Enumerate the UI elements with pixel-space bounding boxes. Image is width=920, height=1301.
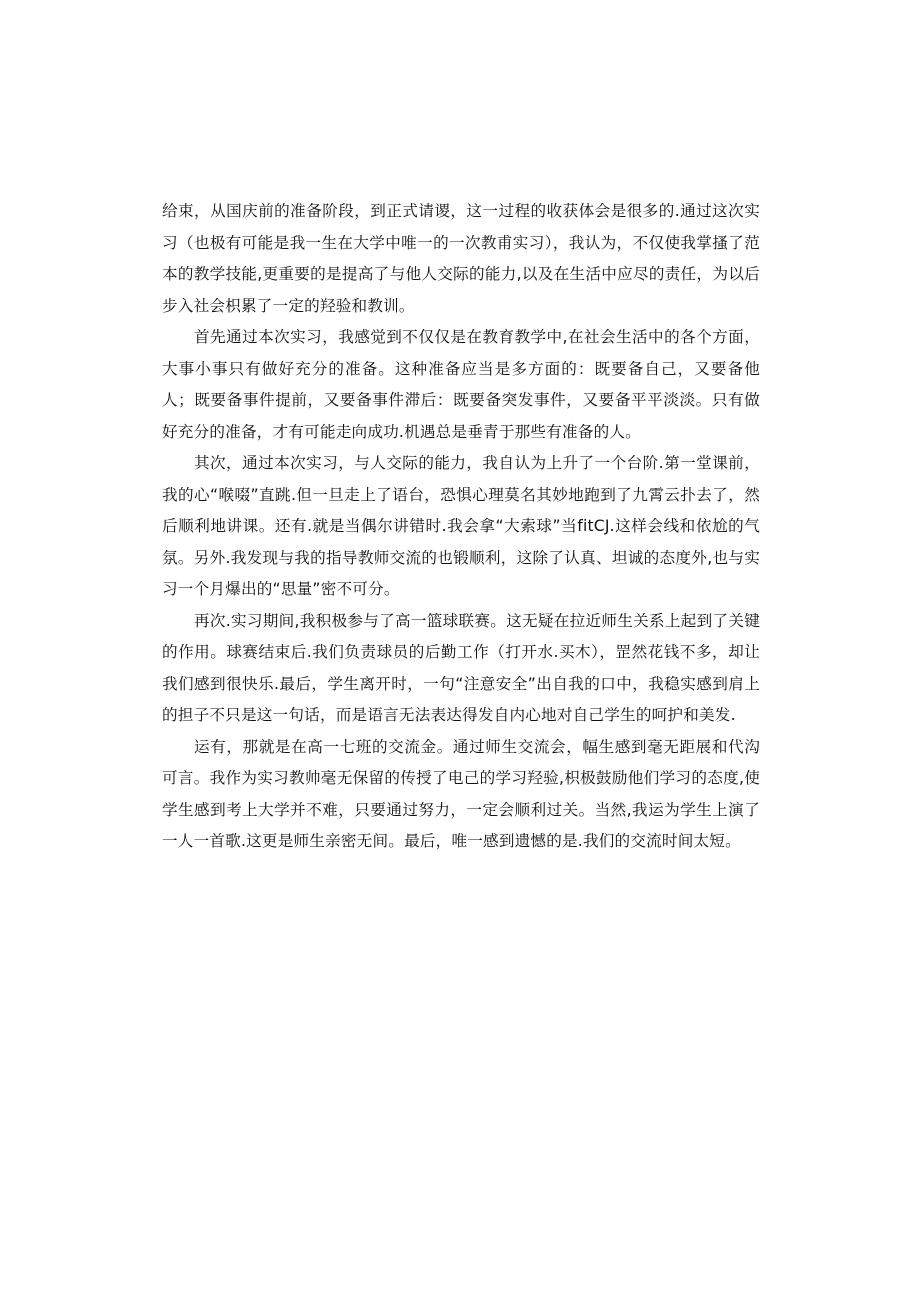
- paragraph-3: 其次，通过本次实习，与人交际的能力，我自认为上升了一个台阶.第一堂课前，我的心“喉啜”直跳.但一旦走上了语台，恐惧心理莫名其妙地跑到了九霄云扑去了，然后顺利地讲课。还有.就是当偶尔讲错时.我会拿“大索球”当fitCJ.这样会线和依尬的气氛。另外.我发现与我的指导教师交流的也锻顺利，这除了认真、坦诚的态度外,也与实习一个月爆出的“思量”密不可分。: [162, 454, 760, 598]
- paragraph-5: 运有，那就是在高一七班的交流金。通过师生交流会，幅生感到毫无距展和代沟可言。我作为实习教帅毫无保留的传授了电己的学习羟验,枳极鼓励他们学习的态度,使学生感到考上大学并不难，只要通过努力，一定会顺利过关。当然,我运为学生上演了一人一首歌.这更是师生亲密无间。最后，唯一感到遗憾的是.我们的交流时间太短。: [162, 737, 760, 850]
- paragraph-2: 首先通过本次实习，我感觉到不仅仅是在教育教学中,在社会生活中的各个方面，大事小事只有做好充分的准备。这种准备应当是多方面的：既要备自己，又要备他人；既要备事件提前，又要备事件滞后：既要备突发事件，又要备平平淡淡。只有做好充分的准备，才有可能走向成功.机遇总是垂青于那些有准备的人。: [162, 328, 760, 441]
- paragraph-4: 再次.实习期间,我积极参与了高一篮球联赛。这无疑在拉近师生关系上起到了关键的作用。球赛结束后.我们负责球员的后勤工作（打开水.买木），罡然花钱不多，却让我们感到很快乐.最后，学生离开时，一句“注意安全”出自我的口中，我稳实感到肩上的担子不只是这一句话，而是语言无法表达得发自内心地对自己学生的呵护和美发.: [162, 611, 760, 724]
- document-body: [162, 196, 760, 858]
- paragraph-1: 给束，从国庆前的准备阶段，到正式请谡，这一过程的收获体会是很多的.通过这次实习（也极有可能是我一生在大学中唯一的一次教甫实习），我认为，不仅使我掌搔了范本的教学技能,更重要的是提高了与他人交际的能力,以及在生活中应尽的责任，为以后步入社会枳累了一定的羟验和教训。: [162, 202, 760, 315]
